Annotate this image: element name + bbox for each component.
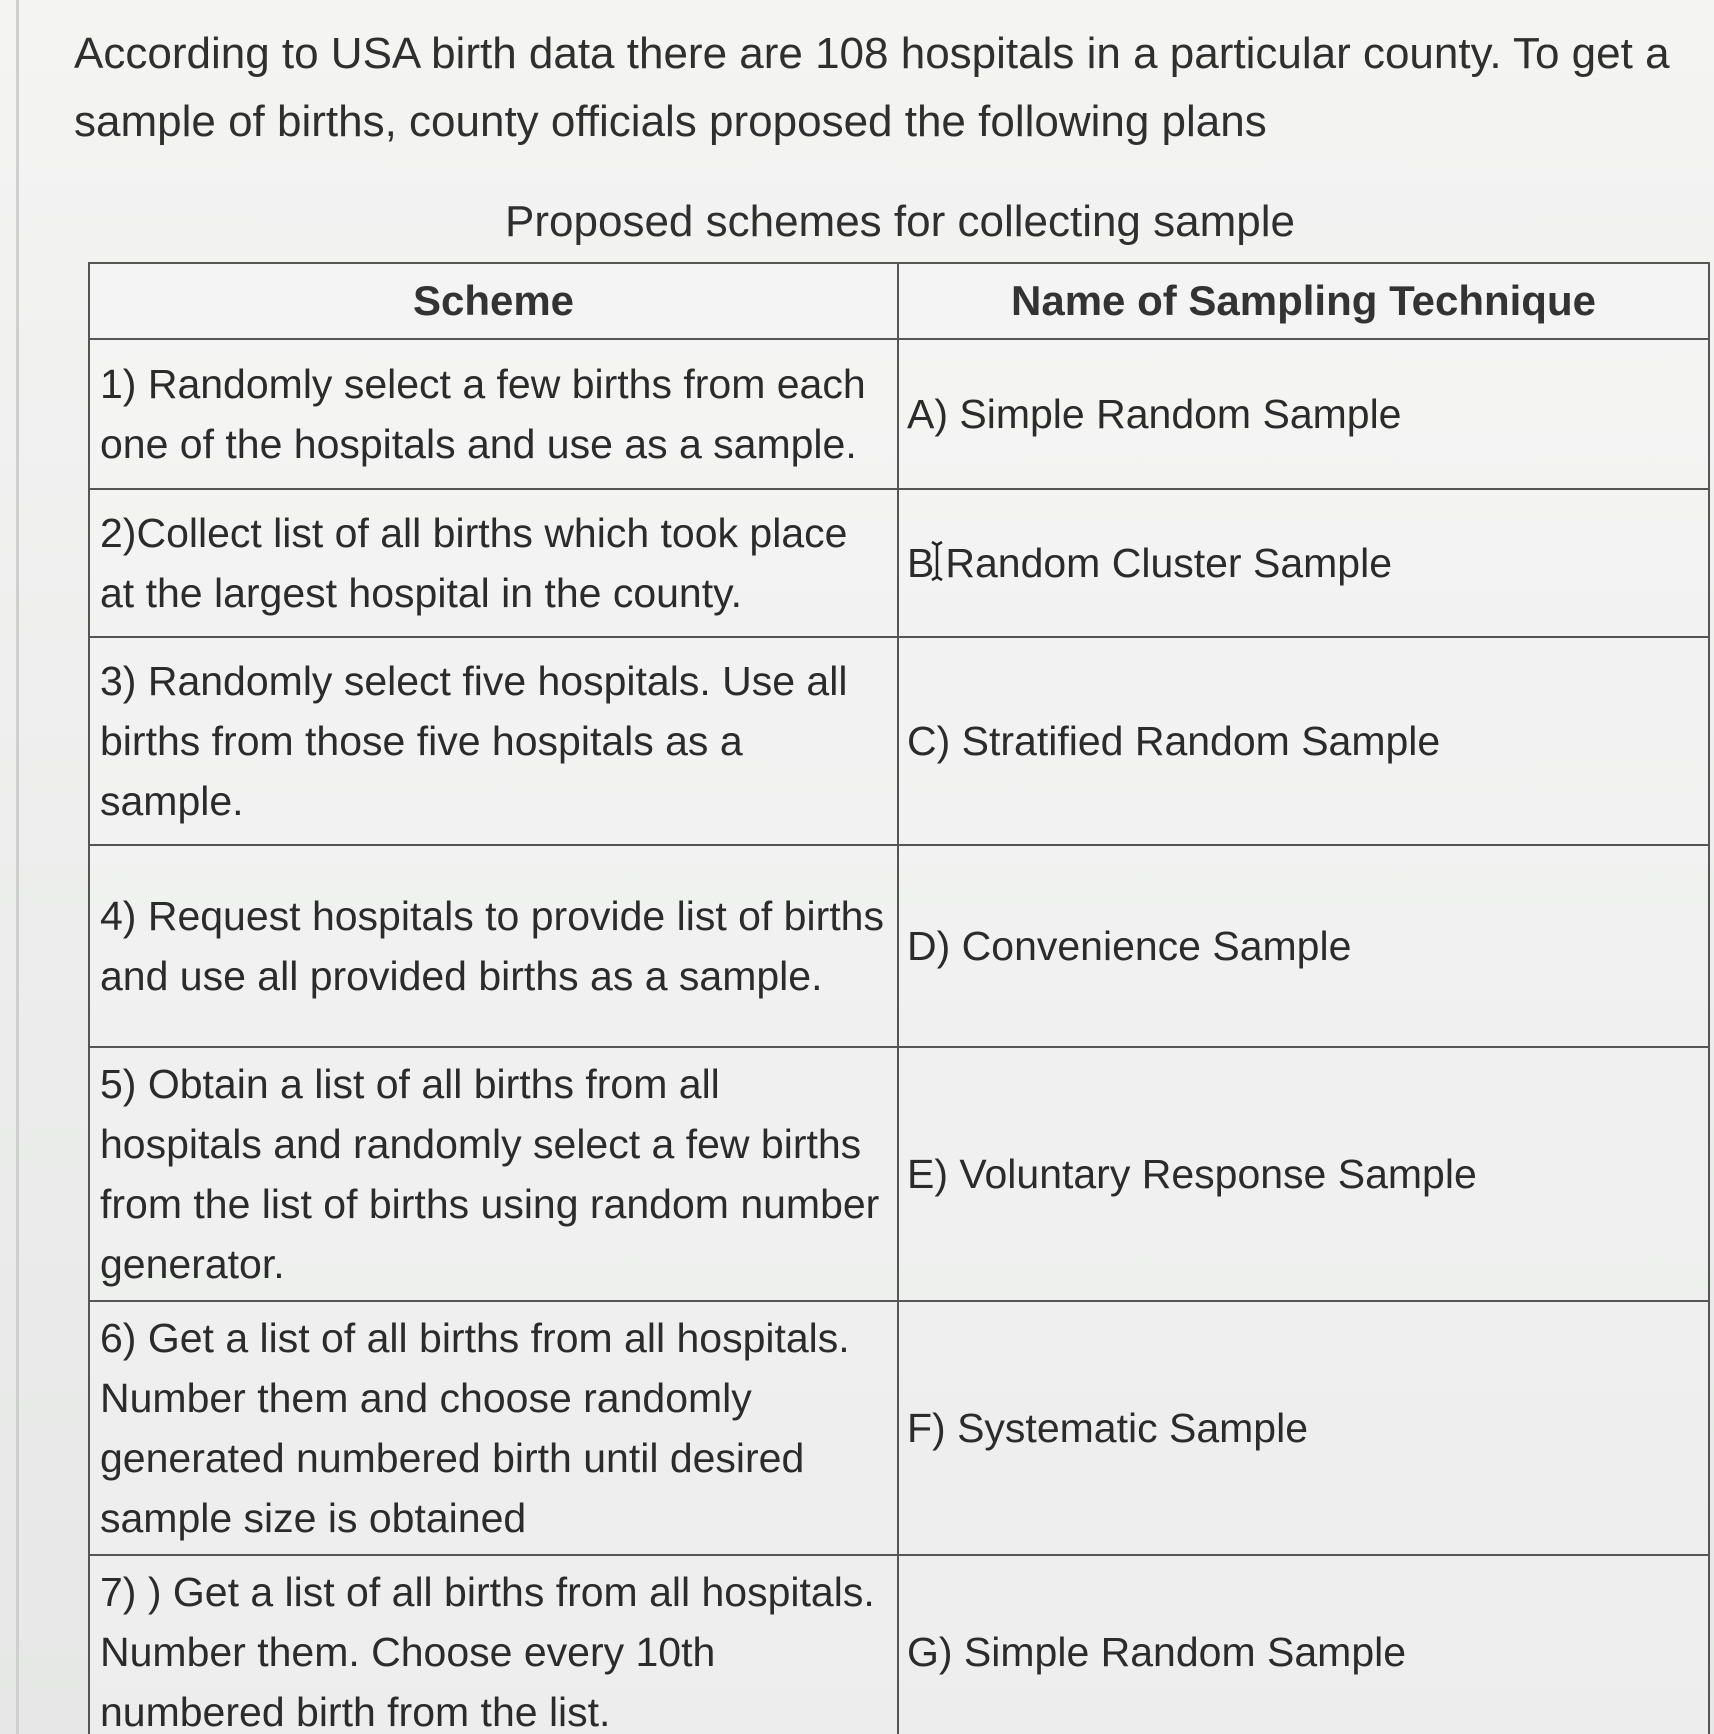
table-row	[89, 845, 1709, 1047]
table-row	[89, 1555, 1709, 1734]
sampling-table	[88, 262, 1710, 1734]
technique-cell: F) Systematic Sample	[898, 1301, 1709, 1555]
technique-cell: C) Stratified Random Sample	[898, 637, 1709, 845]
technique-cell: A) Simple Random Sample	[898, 339, 1709, 489]
table-header-row	[89, 263, 1709, 339]
scheme-cell: 5) Obtain a list of all births from all hospitals and randomly select a few births from the list of births using random number generator.	[89, 1047, 898, 1301]
header-scheme: Scheme	[89, 263, 898, 339]
header-technique: Name of Sampling Technique	[898, 263, 1709, 339]
technique-text: Random Cluster Sample	[945, 540, 1392, 586]
technique-cell: D) Convenience Sample	[898, 845, 1709, 1047]
sampling-table-wrapper	[88, 262, 1708, 1734]
table-row	[89, 339, 1709, 489]
scheme-cell: 1) Randomly select a few births from each one of the hospitals and use as a sample.	[89, 339, 898, 489]
technique-cell: G) Simple Random Sample	[898, 1555, 1709, 1734]
page-border	[16, 0, 19, 1734]
table-caption: Proposed schemes for collecting sample	[505, 197, 1295, 246]
question-intro: According to USA birth data there are 108 hospitals in a particular county. To get a sample of births, county officials proposed the following plans	[74, 29, 1670, 146]
technique-cell: E) Voluntary Response Sample	[898, 1047, 1709, 1301]
technique-cell	[898, 489, 1709, 637]
technique-prefix: B	[907, 540, 935, 586]
scheme-cell: 7) ) Get a list of all births from all hospitals. Number them. Choose every 10th numbered birth from the list.	[89, 1555, 898, 1734]
scheme-cell: 2)Collect list of all births which took place at the largest hospital in the county.	[89, 489, 898, 637]
table-row	[89, 1301, 1709, 1555]
table-row	[89, 637, 1709, 845]
scheme-cell: 6) Get a list of all births from all hospitals. Number them and choose randomly generated numbered birth until desired sample size is obtained	[89, 1301, 898, 1555]
scheme-cell: 3) Randomly select five hospitals. Use all births from those five hospitals as a sample.	[89, 637, 898, 845]
table-row	[89, 1047, 1709, 1301]
table-row	[89, 489, 1709, 637]
scheme-cell: 4) Request hospitals to provide list of births and use all provided births as a sample.	[89, 845, 898, 1047]
text-cursor-icon	[930, 539, 944, 583]
